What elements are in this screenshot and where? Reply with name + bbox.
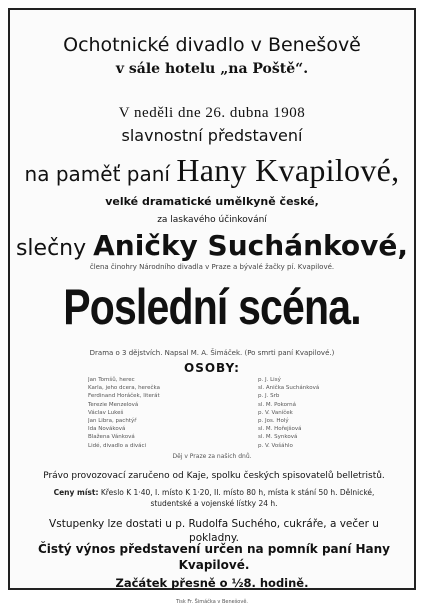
cast-actor: sl. M. Synková [258, 434, 298, 441]
ticket-info: Vstupenky lze dostati u p. Rudolfa Suchého, cukráře, a večer u pokladny. [49, 518, 379, 544]
cast-list [88, 376, 378, 450]
theatre-poster [8, 8, 416, 605]
cast-actors [258, 376, 378, 450]
genre-line: Drama o 3 dějstvích. Napsal M. A. Šimáček. (Po smrti paní Kvapilové.) [89, 349, 335, 357]
prices [32, 488, 396, 510]
memorial-prefix: na paměť paní [24, 162, 170, 186]
persons-heading: OSOBY: [184, 361, 240, 375]
cast-role: Terezie Menzelová [88, 401, 139, 408]
cast-roles [88, 376, 238, 450]
performance-rights: Právo provozovací zaručeno od Kaje, spolku českých spisovatelů belletristů. [43, 471, 385, 481]
cast-actor: p. J. Srb [258, 393, 280, 400]
cast-actor: p. Jos. Holý [258, 418, 289, 425]
guest-line [10, 229, 414, 262]
cast-actor: sl. M. Pokorná [258, 401, 296, 408]
cast-role: Jan Libra, pachtýř [88, 418, 137, 425]
cast-role: Blažena Vánková [88, 434, 135, 441]
guest-prefix: slečny [15, 236, 87, 261]
start-time: Začátek přesně o ½8. hodině. [115, 576, 309, 590]
cast-actor: p. J. Lisý [258, 377, 281, 383]
performance-date: V neděli dne 26. dubna 1908 [118, 105, 306, 121]
cast-role: Lidé, divadlo a diváci [88, 442, 147, 449]
cast-role: Ida Nováková [88, 426, 126, 433]
play-title: Poslední scéna. [63, 279, 361, 335]
memorial-line [10, 154, 414, 186]
kind-participation: za laskavého účinkování [157, 215, 267, 225]
venue-line: v sále hotelu „na Poště“. [115, 61, 309, 77]
cast-role: Ferdinand Horáček, literát [88, 393, 160, 400]
printer-credit: Tisk Fr. Šimáčka v Benešově. [176, 599, 248, 605]
prices-text: Křeslo K 1·40, I. místo K 1·20, II. místo 80 h, místa k stání 50 h. Dělnické, studentské a vojenské lístky 24 h. [100, 488, 375, 508]
cast-role: Karla, jeho dcera, herečka [88, 385, 160, 392]
actress-description: velké dramatické umělkyně české, [105, 195, 319, 208]
cast-actor: sl. M. Hořejšová [258, 426, 302, 433]
cast-role: Jan Tomšů, herec [88, 377, 135, 383]
poster-title: Ochotnické divadlo v Benešově [63, 34, 361, 56]
memorial-name: Hany Kvapilové, [176, 152, 400, 188]
prices-label: Ceny míst: [53, 488, 99, 497]
cast-role: Václav Lukeš [88, 409, 124, 416]
guest-name: Aničky Suchánkové, [93, 229, 409, 262]
festive-performance: slavnostní představení [121, 126, 303, 145]
guest-role: člena činohry Národního divadla v Praze a bývalé žačky pí. Kvapilové. [89, 263, 335, 271]
proceeds-note: Čistý výnos představení určen na pomník paní Hany Kvapilové. [38, 542, 390, 573]
cast-actor: p. V. Vaníček [258, 409, 293, 416]
cast-actor: sl. Anička Suchánková [258, 385, 320, 392]
scene-note: Děj v Praze za našich dnů. [172, 453, 252, 460]
cast-actor: p. V. Vošáhlo [258, 442, 293, 449]
